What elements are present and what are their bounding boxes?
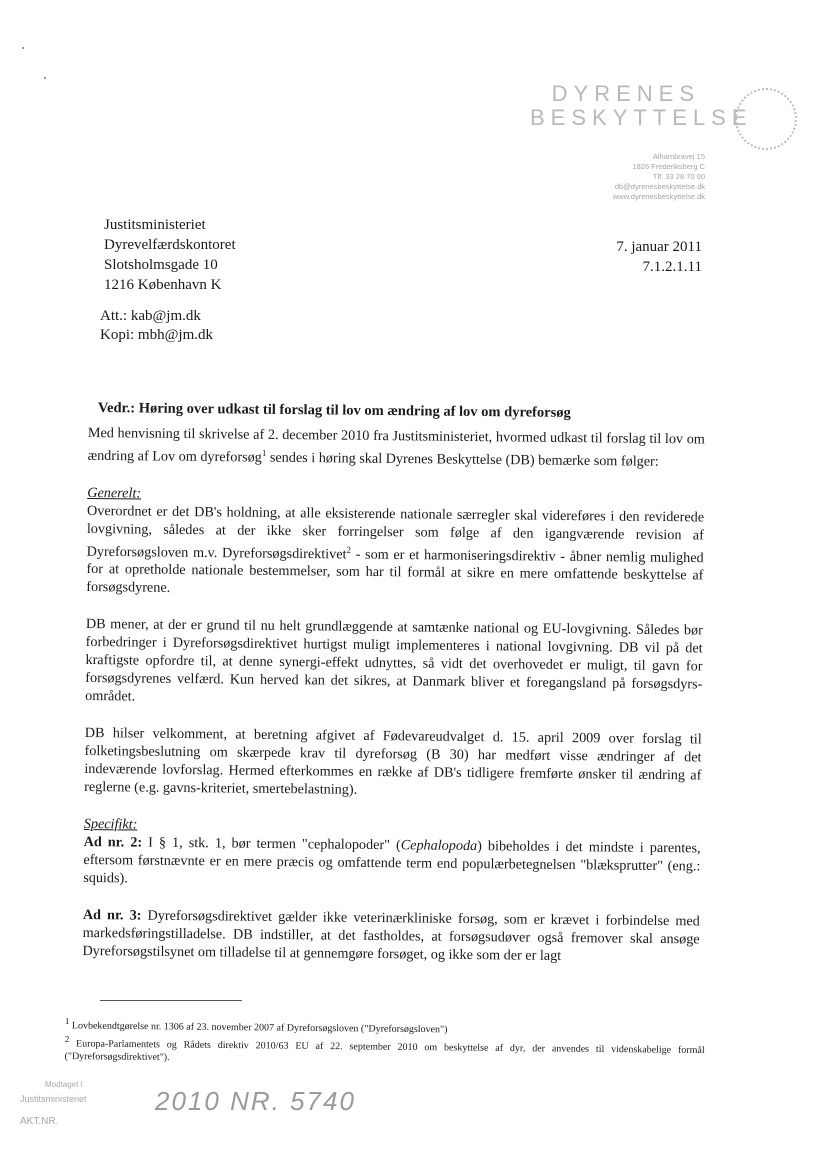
stamp-line: Justitsministeriet — [20, 1094, 87, 1104]
footnote-text: Europa-Parlamentets og Rådets direktiv 2010/63 EU af 22. september 2010 om beskyttelse af dyr, der anvendes til videnskabelige formål ("Dyreforsøgsdirektivet"). — [64, 1038, 705, 1063]
intro-text: sendes i høring skal Dyrenes Beskyttelse (DB) bemærke som følger: — [266, 449, 659, 470]
footnote-ref: 1 — [261, 447, 267, 458]
address-line: db@dyrenesbeskyttelse.dk — [614, 182, 705, 191]
address-line: Alhambravej 15 — [652, 152, 705, 161]
item-label: Ad nr. 2: — [83, 834, 143, 852]
recipient-line: Justitsministeriet — [104, 217, 206, 233]
logo-text: DYRENES BESKYTTELSE — [530, 81, 753, 130]
organization-address — [565, 152, 705, 202]
paragraph-text: Dyreforsøgsdirektivet gælder ikke veterinærkliniske forsøg, som er krævet i forbindelse med markedsføringstilladelse. DB indstiller, at det fastholdes, at forsøgsudøver også fremover skal ansøge Dyreforsøgstilsynet om tilladelse til at gennemgøre forsøget, og ikke som der er lagt — [82, 908, 700, 965]
recipient-address — [104, 215, 236, 295]
stamp-handwritten-number: 2010 NR. 5740 — [155, 1086, 356, 1116]
recipient-line: 1216 København K — [104, 277, 222, 293]
reference-number: 7.1.2.1.11 — [642, 259, 702, 275]
contact-block — [100, 307, 213, 345]
stamp-line: Modtaget i — [45, 1080, 83, 1089]
recipient-line: Slotsholmsgade 10 — [104, 257, 218, 273]
scan-dot — [22, 47, 24, 49]
scan-dot — [44, 77, 46, 79]
letter-date: 7. januar 2011 — [616, 239, 702, 255]
organization-logo — [530, 81, 753, 132]
paragraph-text: Overordnet er det DB's holdning, at alle eksisterende nationale særregler skal videreføres i den reviderede lovgivning, således at der ikke sker forringelser som følge af den igangværende revision af Dyreforsøgsloven m.v. Dyreforsøgsdirektivet — [86, 502, 705, 563]
section-heading-generelt: Generelt: — [87, 484, 142, 502]
footnote-ref: 2 — [346, 544, 352, 555]
paragraph-text: I § 1, stk. 1, bør termen "cephalopoder" ( — [142, 835, 401, 854]
section-heading-specifikt: Specifikt: — [83, 816, 138, 834]
intro-text: Med henvisning til skrivelse af 2. december 2010 fra Justitsministeriet, hvormed udkast til forslag til lov om ændring af Lov om dyreforsøg — [87, 424, 705, 466]
footnote-divider — [100, 1000, 242, 1001]
kopi-line: Kopi: mbh@jm.dk — [100, 327, 213, 343]
address-line: www.dyrenesbeskyttelse.dk — [612, 192, 705, 201]
recipient-line: Dyrevelfærdskontoret — [104, 237, 236, 253]
generelt-paragraph-3: DB hilser velkomment, at beretning afgivet af Fødevareudvalget d. 15. april 2009 over forslag til folketingsbeslutning om skærpede krav til dyreforsøg (B 30) har medført visse ændringer af det indeværende lovforslag. Hermed efterkommes en række af DB's tidligere fremførte ønsker til ændring af reglerne (e.g. gavns-kriteriet, smertebelastning). — [84, 725, 702, 799]
generelt-paragraph-1 — [86, 502, 704, 603]
received-stamp — [20, 1080, 400, 1140]
date-block — [540, 237, 702, 277]
generelt-paragraph-2: DB mener, at der er grund til nu helt grundlæggende at samtænke national og EU-lovgivning. Således bør forbedringer i Dyreforsøgsdirektivet hurtigst muligt implementeres i national lovgivning. DB vil på det kraftigste opfordre til, at denne synergi-effekt udnyttes, så vidt det overhovedet er muligt, til gavn for forsøgsdyrenes velfærd. Kun herved kan det sikres, at Danmark bliver et foregangsland på forsøgsdyrs-området. — [85, 616, 703, 705]
subject-line: Vedr.: Høring over udkast til forslag til lov om ændring af lov om dyreforsøg — [97, 400, 571, 421]
seal-icon — [735, 88, 797, 150]
footnote-mark: 2 — [64, 1033, 70, 1044]
specifikt-nr2 — [83, 833, 701, 893]
footnotes — [64, 1015, 704, 1070]
specifikt-nr3 — [82, 906, 700, 966]
stamp-line: AKT.NR. — [20, 1116, 59, 1127]
footnote-mark: 1 — [64, 1015, 70, 1027]
paragraph-text: - som er et harmoniseringsdirektiv - åbner nemlig mulighed for at opretholde nationale bestemmelser, som har til formål at sikre en mere omfattende beskyttelse af forsøgsdyrene. — [86, 546, 704, 597]
latin-term: Cephalopoda — [400, 837, 478, 855]
address-line: Tlf. 33 28 70 00 — [652, 172, 705, 181]
address-line: 1826 Frederiksberg C — [632, 162, 705, 171]
letter-body — [82, 424, 705, 986]
footnote-2 — [64, 1033, 704, 1070]
footnote-text: Lovbekendtgørelse nr. 1306 af 23. november 2007 af Dyreforsøgsloven ("Dyreforsøgsloven") — [69, 1020, 448, 1036]
att-line: Att.: kab@jm.dk — [100, 308, 201, 324]
intro-paragraph — [88, 424, 705, 471]
paragraph-text: ) bibeholdes i det mindste i parentes, eftersom førstnævnte er en mere præcis og omfattende term end populærbetegnelsen "blæksprutter" (eng.: squids). — [83, 838, 701, 887]
item-label: Ad nr. 3: — [82, 907, 142, 925]
